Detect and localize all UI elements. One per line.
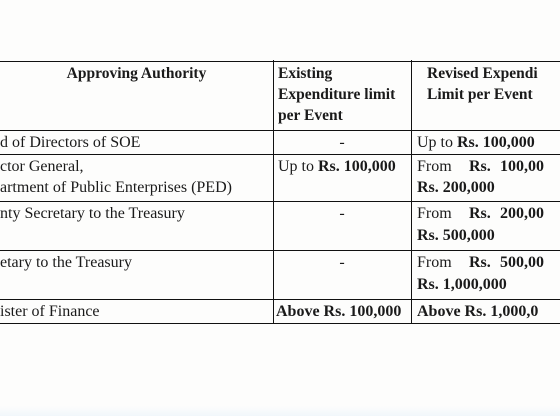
- row4-revised-amount1: 500,00: [500, 254, 544, 271]
- row2-authority-line2: artment of Public Enterprises (PED): [0, 179, 232, 196]
- column-divider: [273, 60, 274, 324]
- header-existing-line2: Expenditure limit: [278, 86, 396, 103]
- row2-existing-amount: Rs. 100,000: [318, 158, 396, 175]
- row4-revised-line2: Rs. 1,000,000: [417, 276, 507, 293]
- row4-authority: etary to the Treasury: [0, 254, 132, 271]
- table-top-border: [0, 61, 560, 62]
- row2-existing-prefix: Up to: [278, 158, 318, 175]
- row3-revised-rs: Rs.: [469, 205, 491, 222]
- row2-revised-from: From: [417, 158, 452, 175]
- header-revised-line1: Revised Expendi: [427, 65, 538, 82]
- row-divider: [0, 299, 560, 300]
- header-approving-authority: Approving Authority: [66, 65, 207, 82]
- row4-revised-rs: Rs.: [469, 254, 491, 271]
- row3-revised-from: From: [417, 205, 452, 222]
- row4-existing: -: [339, 254, 345, 271]
- table-bottom-border: [0, 323, 560, 324]
- row5-existing: Above Rs. 100,000: [276, 303, 402, 320]
- row2-revised-line2: Rs. 200,000: [417, 179, 495, 196]
- row2-revised-amount1: 100,00: [500, 158, 544, 175]
- row2-existing: [278, 157, 396, 177]
- row5-revised: Above Rs. 1,000,0: [417, 303, 539, 320]
- row2-revised-rs: Rs.: [469, 158, 491, 175]
- column-divider: [411, 60, 412, 324]
- header-revised-line2: Limit per Event: [427, 86, 533, 103]
- row1-revised-amount: Rs. 100,000: [457, 134, 535, 151]
- header-bottom-border: [0, 130, 560, 131]
- row3-existing: -: [339, 205, 345, 222]
- row-divider: [0, 201, 560, 202]
- row-divider: [0, 154, 560, 155]
- header-existing-line1: Existing: [278, 65, 333, 82]
- header-existing-line3: per Event: [278, 107, 343, 124]
- row1-existing: -: [339, 134, 345, 151]
- row1-authority: d of Directors of SOE: [0, 134, 141, 151]
- row1-revised-prefix: Up to: [417, 134, 457, 151]
- row5-authority: ister of Finance: [0, 303, 100, 320]
- approval-table: [0, 60, 560, 330]
- page-bottom-edge: [0, 406, 560, 416]
- row2-authority-line1: ctor General,: [0, 158, 84, 175]
- row3-authority: nty Secretary to the Treasury: [0, 205, 185, 222]
- row3-revised-amount1: 200,00: [500, 205, 544, 222]
- row4-revised-from: From: [417, 254, 452, 271]
- row3-revised-line2: Rs. 500,000: [417, 227, 495, 244]
- row1-revised: [417, 133, 535, 153]
- row-divider: [0, 250, 560, 251]
